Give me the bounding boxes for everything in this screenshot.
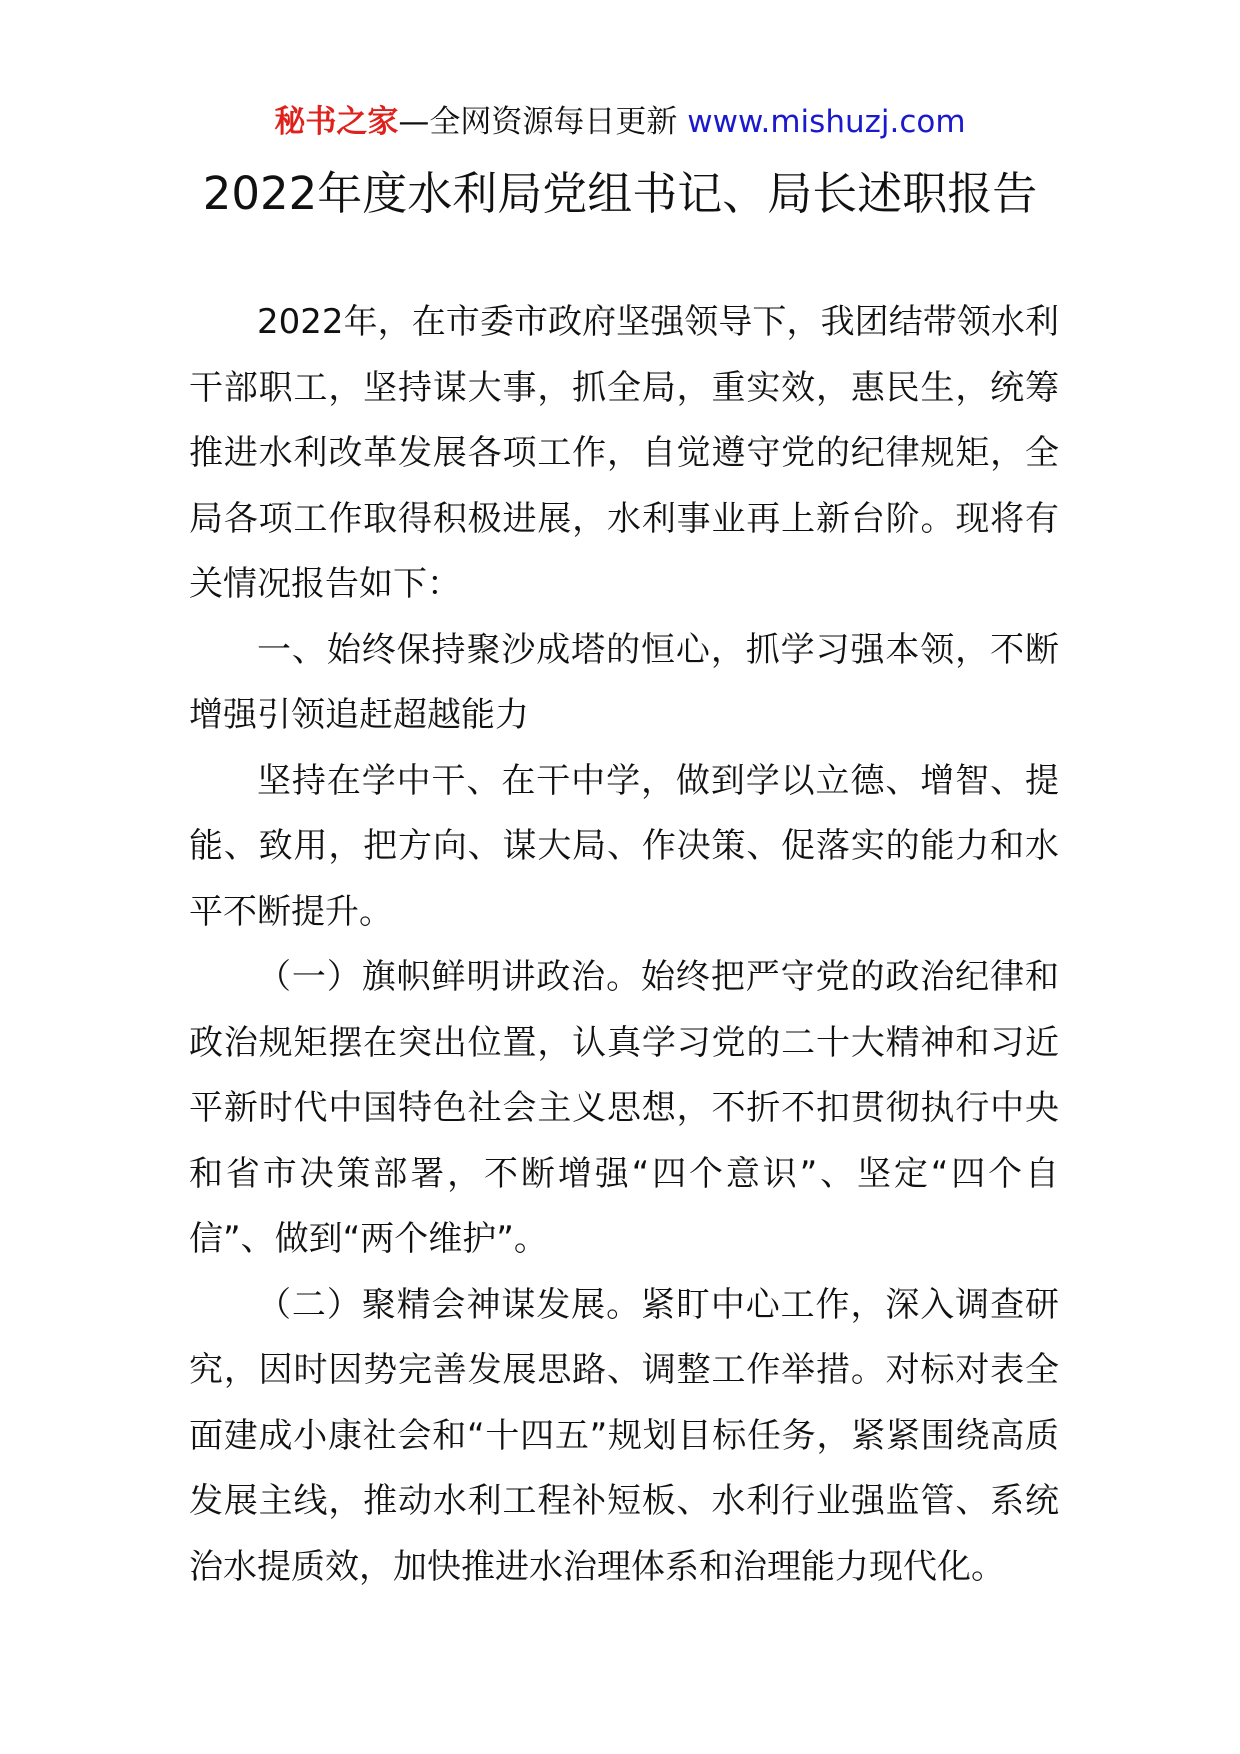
section-heading-1: 一、始终保持聚沙成塔的恒心，抓学习强本领，不断增强引领追赶超越能力 <box>189 629 1059 735</box>
document-body <box>189 290 1059 1600</box>
document-title: 2022年度水利局党组书记、局长述职报告 <box>202 167 1038 220</box>
site-url-link[interactable]: www.mishuzj.com <box>687 104 966 140</box>
intro-paragraph: 2022年，在市委市政府坚强领导下，我团结带领水利干部职工，坚持谋大事，抓全局，重实效，惠民生，统筹推进水利改革发展各项工作，自觉遵守党的纪律规矩，全局各项工作取得积极进展，水利事业再上新台阶。现将有关情况报告如下： <box>189 302 1059 604</box>
header-tagline: —全网资源每日更新 <box>398 104 678 140</box>
subsection-1-paragraph: （一）旗帜鲜明讲政治。始终把严守党的政治纪律和政治规矩摆在突出位置，认真学习党的二十大精神和习近平新时代中国特色社会主义思想，不折不扣贯彻执行中央和省市决策部署，不断增强“四个意识”、坚定“四个自信”、做到“两个维护”。 <box>189 957 1059 1259</box>
brand-name: 秘书之家 <box>274 104 399 140</box>
watermark-header <box>0 100 1240 144</box>
section-1-paragraph: 坚持在学中干、在干中学，做到学以立德、增智、提能、致用，把方向、谋大局、作决策、促落实的能力和水平不断提升。 <box>189 760 1059 932</box>
subsection-2-paragraph: （二）聚精会神谋发展。紧盯中心工作，深入调查研究，因时因势完善发展思路、调整工作举措。对标对表全面建成小康社会和“十四五”规划目标任务，紧紧围绕高质发展主线，推动水利工程补短板、水利行业强监管、系统治水提质效，加快推进水治理体系和治理能力现代化。 <box>189 1284 1059 1587</box>
